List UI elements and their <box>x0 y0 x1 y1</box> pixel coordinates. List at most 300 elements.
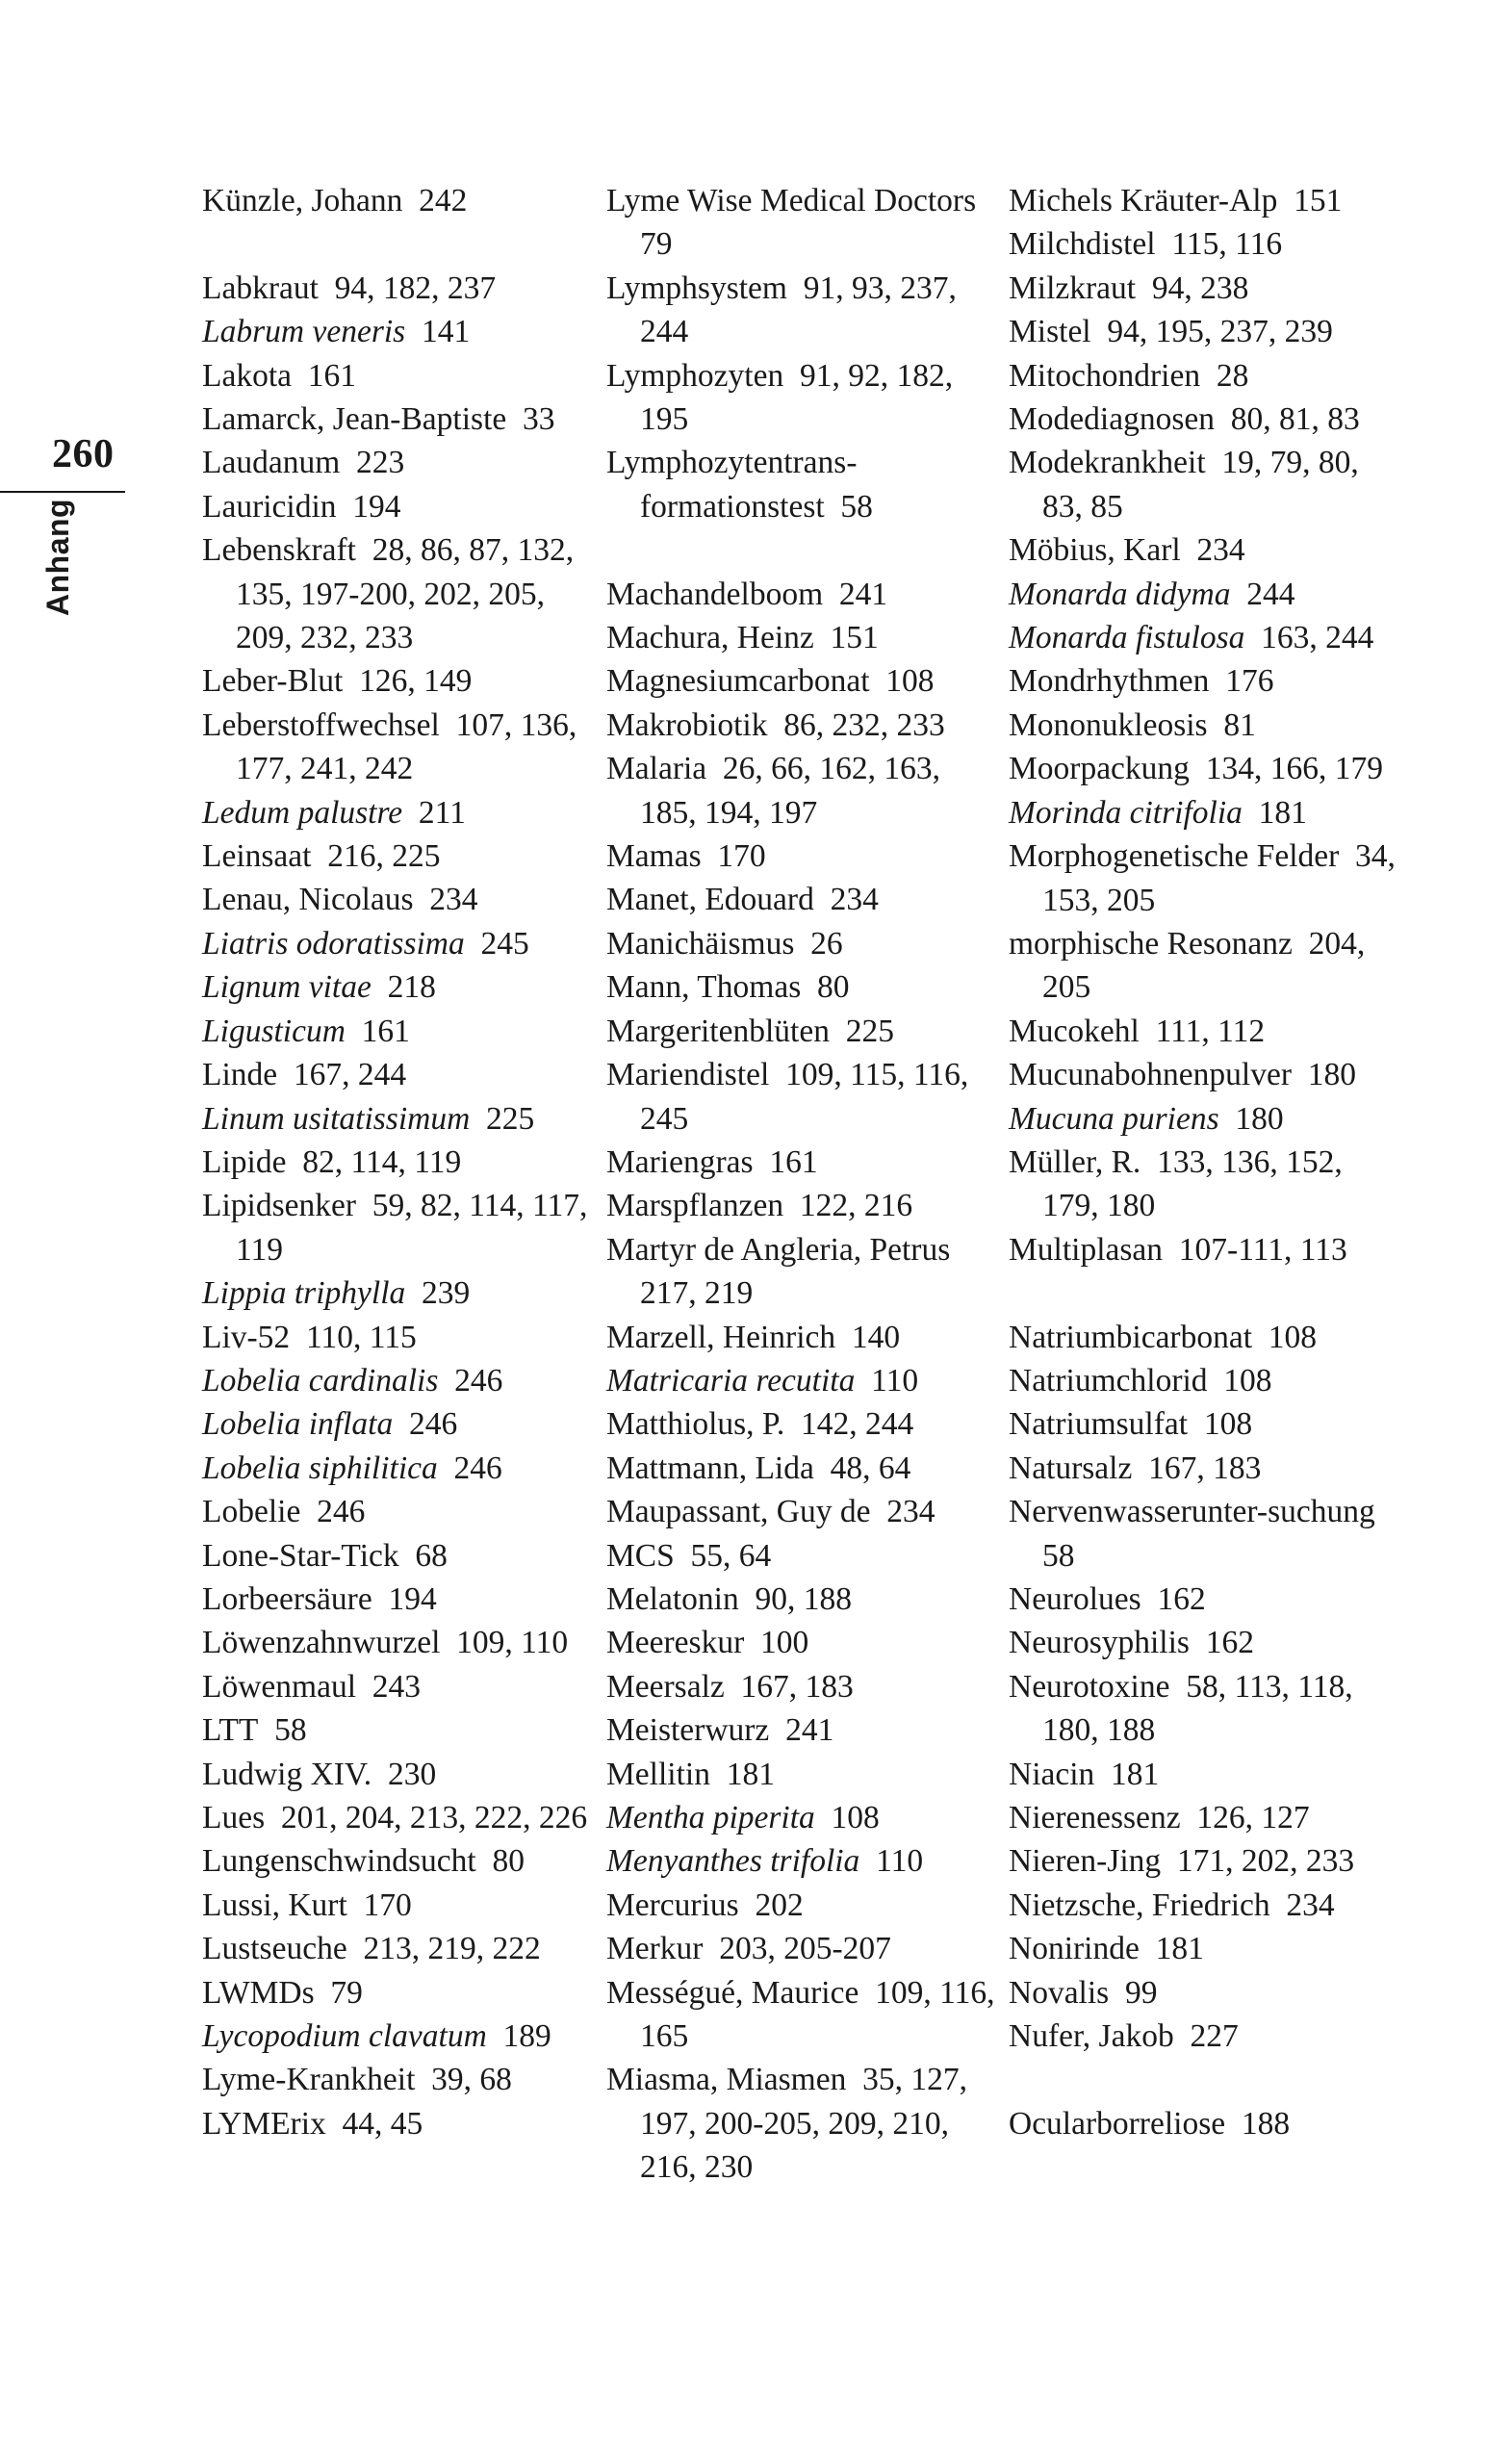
index-entry <box>1009 1796 1403 1839</box>
index-page-refs: 108 <box>1203 1406 1253 1443</box>
index-term: Lussi, Kurt <box>202 1886 347 1923</box>
index-entry <box>202 1010 592 1053</box>
index-entry <box>1009 1578 1403 1621</box>
letter-section-gap <box>1009 1271 1403 1315</box>
index-term: Mononukleosis <box>1009 706 1208 743</box>
index-term: Michels Kräuter-Alp <box>1009 183 1278 218</box>
index-entry <box>202 1490 592 1533</box>
section-label: Anhang <box>40 498 75 616</box>
index-page-refs: 180 <box>1235 1100 1284 1137</box>
index-entry <box>1009 573 1403 616</box>
index-page-refs: 26 <box>810 925 843 962</box>
index-term: Mességué, Maurice <box>606 1974 859 2011</box>
index-term: Monarda fistulosa <box>1009 620 1245 656</box>
index-page-refs: 94, 195, 237, 239 <box>1107 314 1333 350</box>
index-entry <box>202 2015 592 2058</box>
index-term: Natursalz <box>1009 1450 1133 1486</box>
index-entry <box>202 528 592 659</box>
index-page-refs: 142, 244 <box>800 1406 914 1443</box>
index-entry <box>1009 441 1403 528</box>
index-term: Lobelie <box>202 1494 301 1530</box>
index-term: Melatonin <box>606 1580 739 1617</box>
index-term: Niacin <box>1009 1756 1095 1792</box>
index-page-refs: 28, 86, 87, 132, 135, 197-200, 202, 205, 209, 232, 233 <box>236 532 575 656</box>
index-term: Lauricidin <box>202 488 337 525</box>
index-page-refs: 201, 204, 213, 222, 226 <box>280 1800 588 1836</box>
index-term: Lipide <box>202 1143 287 1180</box>
index-entry <box>202 354 592 398</box>
index-term: Lorbeersäure <box>202 1580 372 1617</box>
index-entry <box>606 1971 996 2059</box>
index-page-refs: 48, 64 <box>830 1450 911 1486</box>
index-entry <box>1009 398 1403 441</box>
index-page-refs: 181 <box>726 1756 775 1792</box>
index-entry <box>606 441 996 528</box>
index-page-refs: 234 <box>886 1494 935 1530</box>
index-term: Lymphozytentrans-formationstest <box>606 445 858 525</box>
index-page-refs: 151 <box>830 620 879 656</box>
index-page-refs: 94, 182, 237 <box>334 270 497 306</box>
letter-section-gap <box>606 528 996 572</box>
index-entry <box>1009 222 1403 266</box>
index-entry <box>1009 616 1403 659</box>
index-term: morphische Resonanz <box>1009 925 1293 962</box>
index-page-refs: 227 <box>1190 2018 1239 2055</box>
index-term: Möbius, Karl <box>1009 532 1181 569</box>
index-term: Labrum veneris <box>202 314 406 350</box>
index-entry <box>202 398 592 441</box>
index-term: Mariendistel <box>606 1057 770 1093</box>
index-page-refs: 100 <box>760 1625 809 1661</box>
index-entry <box>1009 1927 1403 1970</box>
index-term: Marspflanzen <box>606 1188 784 1224</box>
index-page-refs: 171, 202, 233 <box>1176 1843 1355 1880</box>
index-entry <box>606 354 996 442</box>
index-page-refs: 181 <box>1155 1931 1204 1967</box>
index-entry <box>202 1796 592 1839</box>
index-entry <box>202 1753 592 1796</box>
index-term: Müller, R. <box>1009 1143 1141 1180</box>
index-entry <box>1009 1839 1403 1883</box>
index-page-refs: 216, 225 <box>327 838 441 875</box>
index-term: Leinsaat <box>202 838 312 875</box>
index-term: LYMErix <box>202 2105 326 2142</box>
index-term: LWMDs <box>202 1974 315 2011</box>
index-page-refs: 161 <box>361 1013 410 1049</box>
index-term: Lamarck, Jean-Baptiste <box>202 401 507 438</box>
index-entry <box>606 1578 996 1621</box>
index-page-refs: 108 <box>831 1800 880 1836</box>
index-entry <box>606 1665 996 1708</box>
index-term: Marzell, Heinrich <box>606 1319 836 1355</box>
index-page-refs: 234 <box>1196 532 1245 569</box>
index-term: Lobelia inflata <box>202 1406 394 1443</box>
index-term: Nieren-Jing <box>1009 1843 1162 1880</box>
index-page-refs: 110, 115 <box>305 1319 417 1355</box>
index-entry <box>1009 267 1403 310</box>
index-term: Ocularborreliose <box>1009 2105 1226 2142</box>
index-entry <box>202 922 592 965</box>
index-entry <box>202 310 592 353</box>
index-page-refs: 91, 92, 182, 195 <box>640 357 954 438</box>
index-entry <box>1009 1097 1403 1141</box>
index-page-refs: 55, 64 <box>690 1537 772 1574</box>
index-term: Lyme Wise Medical Doctors <box>606 183 977 218</box>
index-column-3 <box>1009 179 1403 2145</box>
index-term: LTT <box>202 1712 259 1749</box>
index-page-refs: 202 <box>755 1886 804 1923</box>
letter-section-gap <box>1009 2058 1403 2101</box>
index-page-refs: 80 <box>492 1843 525 1880</box>
index-page-refs: 39, 68 <box>431 2062 512 2098</box>
index-term: Morphogenetische Felder <box>1009 838 1340 875</box>
index-term: Lymphsystem <box>606 270 787 306</box>
index-term: Ludwig XIV. <box>202 1756 372 1792</box>
index-entry <box>1009 1447 1403 1490</box>
index-entry <box>202 1971 592 2015</box>
index-entry <box>202 1141 592 1184</box>
index-entry <box>202 1316 592 1359</box>
index-term: Nierenessenz <box>1009 1800 1181 1836</box>
index-page-refs: 110 <box>876 1843 924 1880</box>
index-term: Lues <box>202 1800 266 1836</box>
index-entry <box>1009 1359 1403 1402</box>
index-page-refs: 188 <box>1241 2105 1291 2142</box>
index-page-refs: 239 <box>422 1275 471 1312</box>
index-page-refs: 111, 112 <box>1155 1013 1266 1049</box>
index-term: Neurolues <box>1009 1580 1141 1617</box>
index-page-refs: 19, 79, 80, 83, 85 <box>1042 445 1359 525</box>
index-page-refs: 109, 110 <box>456 1625 569 1661</box>
index-term: Mucuna puriens <box>1009 1100 1219 1137</box>
index-page-refs: 170 <box>363 1886 412 1923</box>
index-page-refs: 33 <box>523 401 555 438</box>
index-entry <box>202 878 592 921</box>
index-term: Künzle, Johann <box>202 183 403 218</box>
index-term: Modekrankheit <box>1009 445 1206 481</box>
index-page-refs: 211 <box>418 794 466 831</box>
index-term: Mistel <box>1009 314 1091 350</box>
index-page-refs: 108 <box>1268 1319 1318 1355</box>
index-entry <box>202 1927 592 1970</box>
index-page-refs: 59, 82, 114, 117, 119 <box>236 1188 588 1268</box>
index-entry <box>202 1884 592 1927</box>
index-entry <box>606 1753 996 1796</box>
index-entry <box>1009 2015 1403 2058</box>
index-term: Mucunabohnenpulver <box>1009 1057 1292 1093</box>
index-page-refs: 167, 183 <box>1148 1450 1262 1486</box>
index-entry <box>202 659 592 703</box>
index-entry <box>606 834 996 878</box>
index-entry <box>202 1271 592 1315</box>
index-page-refs: 246 <box>454 1362 503 1399</box>
index-entry <box>606 1796 996 1839</box>
index-page-refs: 167, 244 <box>293 1057 407 1093</box>
index-entry <box>202 1665 592 1708</box>
index-term: Natriumchlorid <box>1009 1362 1208 1399</box>
index-page-refs: 140 <box>851 1319 901 1355</box>
index-term: Novalis <box>1009 1974 1110 2011</box>
index-page-refs: 109, 116, 165 <box>640 1974 995 2055</box>
index-entry <box>1009 1621 1403 1664</box>
index-term: Lycopodium clavatum <box>202 2018 487 2055</box>
index-page-refs: 94, 238 <box>1151 270 1249 306</box>
index-entry <box>606 965 996 1009</box>
index-page-refs: 35, 127, 197, 200-205, 209, 210, 216, 230 <box>640 2062 967 2186</box>
index-term: Leber-Blut <box>202 663 344 700</box>
index-page-refs: 225 <box>486 1100 535 1137</box>
index-entry <box>1009 1490 1403 1578</box>
index-term: Lenau, Nicolaus <box>202 882 414 918</box>
index-term: Linde <box>202 1057 278 1093</box>
index-term: Lebenskraft <box>202 532 356 569</box>
index-entry <box>606 616 996 659</box>
index-page-refs: 68 <box>415 1537 448 1574</box>
index-term: Ledum palustre <box>202 794 403 831</box>
index-term: Meersalz <box>606 1668 725 1705</box>
index-entry <box>202 834 592 878</box>
index-entry <box>1009 1228 1403 1271</box>
index-entry <box>202 485 592 528</box>
index-page-refs: 225 <box>845 1013 894 1049</box>
index-term: Labkraut <box>202 270 319 306</box>
index-entry <box>606 878 996 921</box>
index-entry <box>1009 922 1403 1010</box>
index-page-refs: 161 <box>769 1143 818 1180</box>
index-term: Morinda citrifolia <box>1009 794 1243 831</box>
index-term: Löwenzahnwurzel <box>202 1625 441 1661</box>
index-term: Lymphozyten <box>606 357 784 394</box>
index-column-2 <box>606 179 996 2190</box>
index-term: Manichäismus <box>606 925 795 962</box>
index-term: Lignum vitae <box>202 969 372 1006</box>
index-entry <box>1009 354 1403 398</box>
index-entry <box>606 1927 996 1970</box>
index-term: Moorpackung <box>1009 751 1190 787</box>
index-page-refs: 245 <box>480 925 529 962</box>
index-term: Neurosyphilis <box>1009 1625 1190 1661</box>
index-page-refs: 223 <box>356 445 405 481</box>
index-term: Monarda didyma <box>1009 576 1231 612</box>
index-term: Machura, Heinz <box>606 620 814 656</box>
index-page-refs: 241 <box>785 1712 834 1749</box>
index-page-refs: 244 <box>1246 576 1295 612</box>
index-page-refs: 151 <box>1294 183 1343 218</box>
index-term: Mitochondrien <box>1009 357 1201 394</box>
index-entry <box>1009 179 1403 222</box>
index-term: Lone-Star-Tick <box>202 1537 399 1574</box>
index-page-refs: 141 <box>421 314 471 350</box>
index-term: MCS <box>606 1537 675 1574</box>
index-entry <box>606 1839 996 1883</box>
index-term: Natriumsulfat <box>1009 1406 1189 1443</box>
index-entry <box>606 2058 996 2189</box>
index-term: Meisterwurz <box>606 1712 770 1749</box>
index-entry <box>1009 1665 1403 1753</box>
index-entry <box>202 1184 592 1271</box>
index-entry <box>606 1228 996 1316</box>
index-term: Mann, Thomas <box>606 969 802 1006</box>
index-page-refs: 242 <box>419 183 468 218</box>
index-page-refs: 194 <box>352 488 401 525</box>
index-page-refs: 110 <box>871 1362 919 1399</box>
index-page-refs: 122, 216 <box>799 1188 913 1224</box>
index-term: Lippia triphylla <box>202 1275 406 1312</box>
index-page-refs: 109, 115, 116, 245 <box>640 1057 969 1137</box>
letter-section-gap <box>202 222 592 266</box>
index-term: Liatris odoratissima <box>202 925 465 962</box>
index-entry <box>1009 659 1403 703</box>
index-page-refs: 44, 45 <box>342 2105 423 2142</box>
index-page-refs: 126, 127 <box>1196 1800 1310 1836</box>
index-entry <box>202 1053 592 1096</box>
index-entry <box>606 922 996 965</box>
index-page-refs: 28 <box>1216 357 1249 394</box>
index-page-refs: 91, 93, 237, 244 <box>640 270 957 350</box>
index-term: Mamas <box>606 838 702 875</box>
index-page-refs: 234 <box>1286 1886 1335 1923</box>
index-entry <box>606 1884 996 1927</box>
index-term: Martyr de Angleria, Petrus <box>606 1231 951 1268</box>
index-entry <box>202 1097 592 1141</box>
index-entry <box>606 1621 996 1664</box>
index-term: Modediagnosen <box>1009 401 1215 438</box>
index-term: Leberstoffwechsel <box>202 706 440 743</box>
index-entry <box>1009 704 1403 747</box>
index-entry <box>606 1053 996 1141</box>
index-term: Nietzsche, Friedrich <box>1009 1886 1270 1923</box>
index-term: Neurotoxine <box>1009 1668 1170 1705</box>
index-term: Nufer, Jakob <box>1009 2018 1174 2055</box>
index-page-refs: 99 <box>1124 1974 1158 2011</box>
index-term: Meereskur <box>606 1625 745 1661</box>
index-entry <box>606 1447 996 1490</box>
index-entry <box>202 267 592 310</box>
index-term: Ligusticum <box>202 1013 346 1049</box>
index-term: Liv-52 <box>202 1319 291 1355</box>
index-page-refs: 107-111, 113 <box>1178 1231 1347 1268</box>
index-page-refs: 81 <box>1223 706 1256 743</box>
index-entry <box>606 1141 996 1184</box>
index-page-refs: 58 <box>274 1712 307 1749</box>
index-entry <box>1009 1971 1403 2015</box>
index-page-refs: 204, 205 <box>1042 925 1366 1006</box>
index-entry <box>1009 1884 1403 1927</box>
index-page-refs: 246 <box>453 1450 502 1486</box>
index-term: Manet, Edouard <box>606 882 814 918</box>
index-page-refs: 115, 116 <box>1171 226 1283 263</box>
index-term: Matricaria recutita <box>606 1362 856 1399</box>
index-entry <box>606 704 996 747</box>
index-entry <box>606 573 996 616</box>
index-term: Löwenmaul <box>202 1668 357 1705</box>
index-term: Merkur <box>606 1931 704 1967</box>
index-page-refs: 58, 113, 118, 180, 188 <box>1042 1668 1353 1749</box>
index-entry <box>1009 791 1403 834</box>
index-page-refs: 79 <box>640 226 673 263</box>
index-term: Multiplasan <box>1009 1231 1164 1268</box>
index-entry <box>606 1184 996 1227</box>
index-entry <box>202 2102 592 2145</box>
index-page-refs: 58 <box>1042 1537 1075 1574</box>
index-term: Mellitin <box>606 1756 710 1792</box>
index-term: Matthiolus, P. <box>606 1406 785 1443</box>
index-entry <box>202 1621 592 1664</box>
index-page-refs: 176 <box>1225 663 1274 700</box>
index-page-refs: 167, 183 <box>740 1668 854 1705</box>
index-entry <box>202 179 592 222</box>
index-page-refs: 246 <box>408 1406 458 1443</box>
index-term: Natriumbicarbonat <box>1009 1319 1253 1355</box>
index-term: Mucokehl <box>1009 1013 1140 1049</box>
index-term: Mondrhythmen <box>1009 663 1210 700</box>
index-page-refs: 86, 232, 233 <box>783 706 945 743</box>
index-page-refs: 181 <box>1258 794 1307 831</box>
index-term: Laudanum <box>202 445 341 481</box>
index-entry <box>1009 528 1403 572</box>
index-page-refs: 180 <box>1307 1057 1356 1093</box>
index-entry <box>202 1359 592 1402</box>
index-term: Nervenwasserunter-suchung <box>1009 1494 1375 1530</box>
index-page-refs: 189 <box>502 2018 551 2055</box>
index-column-1 <box>202 179 592 2145</box>
index-page-refs: 234 <box>830 882 879 918</box>
index-term: Lyme-Krankheit <box>202 2062 416 2098</box>
index-entry <box>202 1708 592 1752</box>
index-term: Menyanthes trifolia <box>606 1843 860 1880</box>
index-entry <box>202 791 592 834</box>
index-term: Makrobiotik <box>606 706 768 743</box>
index-term: Mentha piperita <box>606 1800 815 1836</box>
index-entry <box>1009 834 1403 922</box>
index-entry <box>606 1359 996 1402</box>
index-entry <box>202 1402 592 1446</box>
index-page-refs: 162 <box>1205 1625 1254 1661</box>
index-page-refs: 243 <box>372 1668 422 1705</box>
index-term: Miasma, Miasmen <box>606 2062 847 2098</box>
index-entry <box>606 1490 996 1533</box>
index-entry <box>1009 1053 1403 1096</box>
index-term: Lungenschwindsucht <box>202 1843 476 1880</box>
index-page-refs: 217, 219 <box>640 1275 754 1312</box>
index-page-refs: 26, 66, 162, 163, 185, 194, 197 <box>640 751 941 831</box>
index-page-refs: 133, 136, 152, 179, 180 <box>1042 1143 1343 1224</box>
index-page-refs: 34, 153, 205 <box>1042 838 1396 918</box>
index-term: Maupassant, Guy de <box>606 1494 871 1530</box>
index-page-refs: 90, 188 <box>755 1580 852 1617</box>
index-page-refs: 163, 244 <box>1261 620 1374 656</box>
index-page-refs: 82, 114, 119 <box>302 1143 462 1180</box>
index-entry <box>202 704 592 791</box>
index-entry <box>1009 1753 1403 1796</box>
index-entry <box>606 267 996 354</box>
index-page-refs: 194 <box>388 1580 437 1617</box>
index-entry <box>606 1534 996 1578</box>
index-entry <box>606 1010 996 1053</box>
index-entry <box>606 659 996 703</box>
index-page-refs: 234 <box>429 882 478 918</box>
index-entry <box>202 965 592 1009</box>
index-entry <box>1009 1402 1403 1446</box>
index-term: Linum usitatissimum <box>202 1100 471 1137</box>
index-term: Mariengras <box>606 1143 754 1180</box>
index-page-refs: 170 <box>717 838 766 875</box>
index-page-refs: 203, 205-207 <box>719 1931 891 1967</box>
index-term: Lobelia cardinalis <box>202 1362 439 1399</box>
index-term: Magnesiumcarbonat <box>606 663 870 700</box>
index-page-refs: 126, 149 <box>359 663 473 700</box>
index-term: Milchdistel <box>1009 226 1156 263</box>
